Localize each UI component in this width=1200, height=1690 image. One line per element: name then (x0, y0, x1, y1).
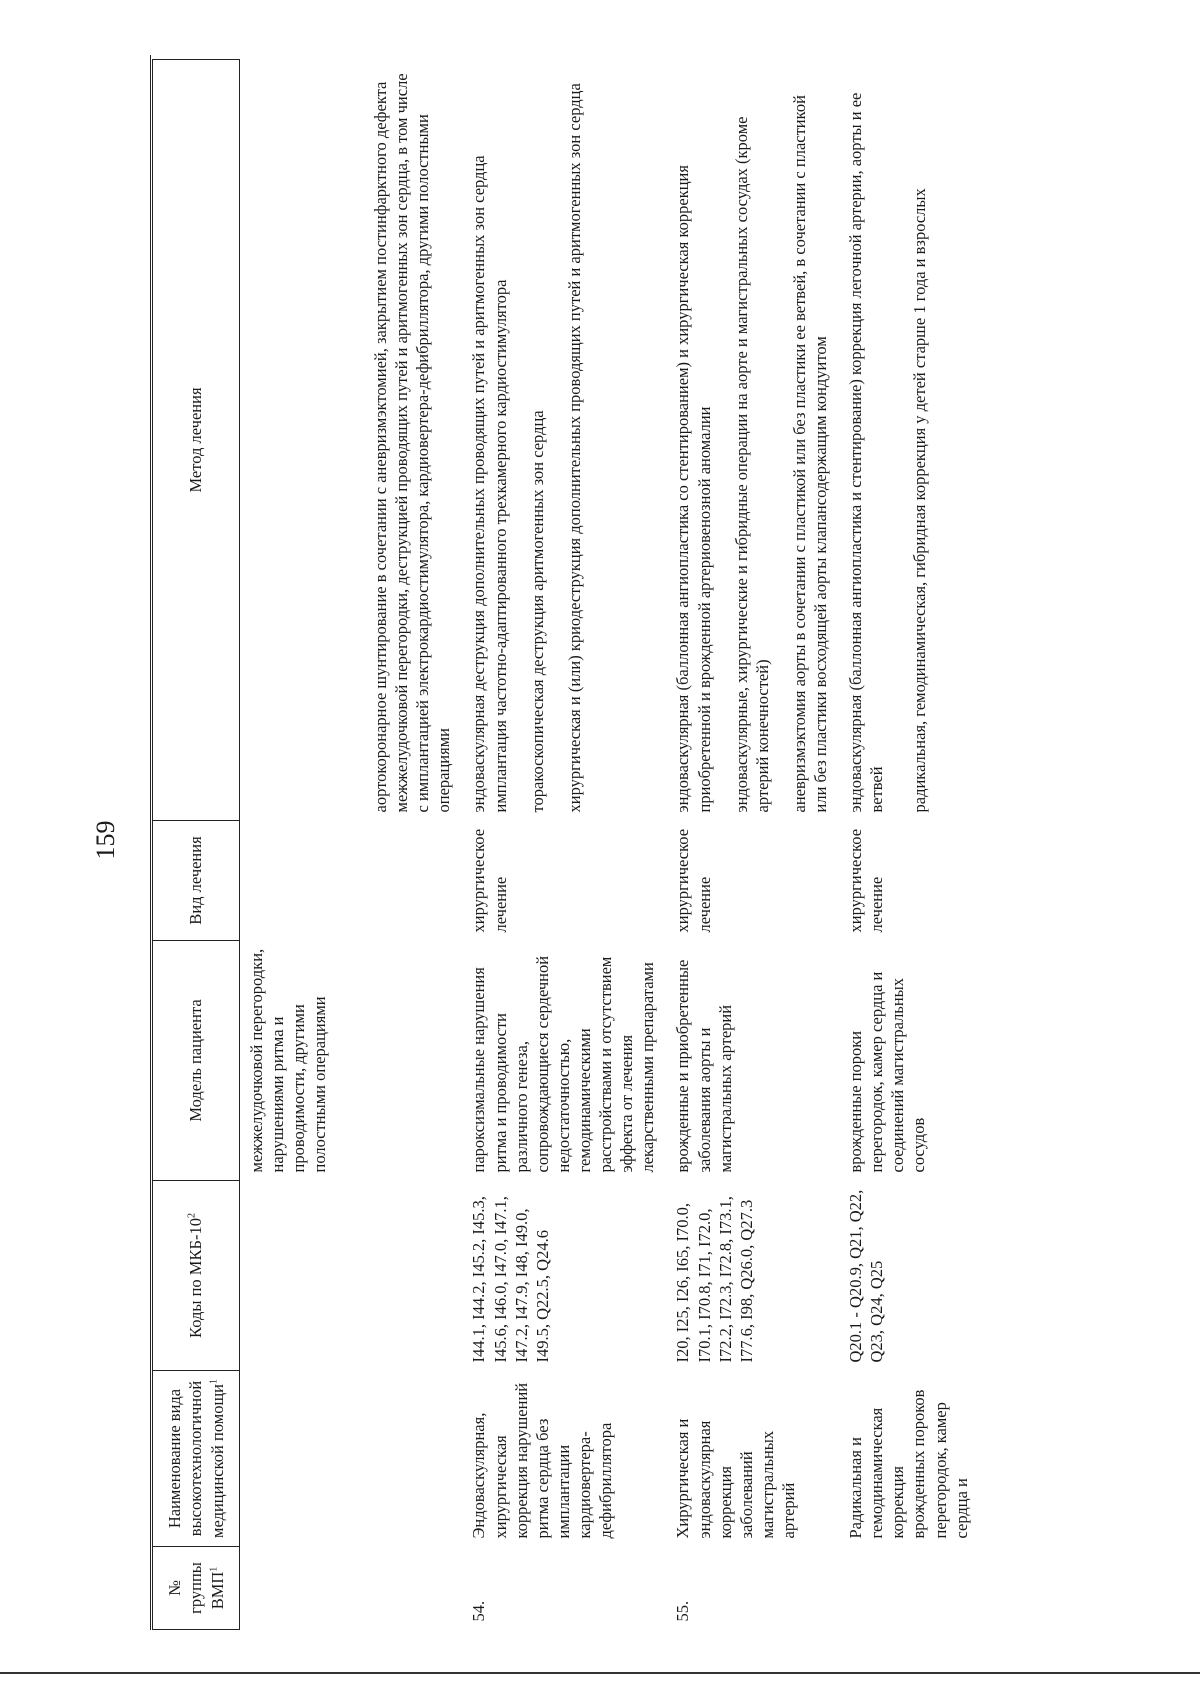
row-type: хирургическое лечение (469, 828, 510, 933)
method-item: эндоваскулярная деструкция дополнительных проводящих путей и аритмогенных зон сердца (469, 155, 489, 813)
row-model: врожденные пороки перегородок, камер сердца и соединений магистральных сосудов (846, 971, 929, 1173)
row-model: врожденные и приобретенные заболевания аорты и магистральных артерий (673, 959, 735, 1173)
page-bottom-rule (0, 1672, 1200, 1674)
row-codes: Q20.1 - Q20.9, Q21, Q22, Q23, Q24, Q25 (846, 1189, 887, 1363)
row-type (240, 821, 463, 941)
method-item: эндоваскулярные, хирургические и гибридные операции на аорте и магистральных сосудах (кроме артерий конечностей) (731, 116, 772, 813)
row-model: пароксизмальные нарушения ритма и проводимости различного генеза, сопровождающиеся сердечной недостаточностью, гемодинамическими расстройствами и отсутствием эффекта от лечения лекарственными препаратами (469, 955, 658, 1173)
method-item: эндоваскулярная (баллонная ангиопластика и стентирование) коррекция легочной артерии, аорты и ее ветвей (846, 92, 887, 813)
row-num: 54. (469, 1600, 489, 1622)
row-num: 55. (673, 1600, 693, 1622)
row-num (240, 1547, 463, 1630)
row-model: межжелудочковой перегородки, нарушениями ритма и проводимости, другими полостными операциями (247, 948, 330, 1173)
method-item: торакоскопическая деструкция аритмогенных зон сердца (527, 410, 547, 813)
row-codes: I44.1, I44.2, I45.2, I45.3, I45.6, I46.0, I47.0, I47.1, I47.2, I47.9, I48, I49.0, I49.5, Q22.5, Q24.6 (469, 1196, 552, 1363)
header-name: Наименование вида высокотехнологичной медицинской помощи$^1$ (153, 1371, 240, 1547)
method-item: эндоваскулярная (баллонная ангиопластика со стентированием) и хирургическая коррекция приобретенной и врожденной артериовенозной аномалии (673, 165, 714, 813)
row-methods (839, 60, 980, 821)
page-number: 159 (91, 820, 120, 860)
row-type: хирургическое лечение (846, 828, 887, 933)
table-row (240, 60, 463, 1630)
row-name: Радикальная и гемодинамическая коррекция врожденных пороков перегородок, камер сердца и (846, 1389, 971, 1539)
header-method: Метод лечения (153, 60, 240, 821)
row-name: Эндоваскулярная, хирургическая коррекция нарушений ритма сердца без имплантации кардиовертера-дефибриллятора (469, 1382, 616, 1539)
row-methods (462, 60, 666, 821)
table-row (462, 60, 666, 1630)
method-item: хирургическая и (или) криодеструкция дополнительных проводящих путей и аритмогенных зон сердца (564, 83, 584, 813)
table-row (666, 60, 839, 1630)
method-item: радикальная, гемодинамическая, гибридная коррекция у детей старше 1 года и взрослых (910, 188, 930, 813)
row-methods (666, 60, 839, 821)
vmp-table (152, 59, 980, 1630)
row-methods (240, 60, 463, 821)
table-row (839, 60, 980, 1630)
table-left-edge-divider (150, 55, 151, 1630)
header-type: Вид лечения (153, 821, 240, 941)
method-item: имплантация частотно-адаптированного трехкамерного кардиостимулятора (490, 279, 510, 813)
row-type: хирургическое лечение (673, 828, 714, 933)
table-header-row (153, 60, 240, 1630)
row-codes (240, 1181, 463, 1371)
header-model: Модель пациента (153, 941, 240, 1181)
method-item: аортокоронарное шунтирование в сочетании с аневризмэктомией, закрытием постинфарктного дефекта межжелудочковой перегородки, деструкцией проводящих путей и аритмогенных зон сердца, в том числе с имплантацией электрокардиостимулятора, кардиовертера-дефибриллятора, другими полостными операциями (371, 73, 454, 813)
header-num: № группы ВМП$^1$ (153, 1547, 240, 1630)
row-codes: I20, I25, I26, I65, I70.0, I70.1, I70.8, I71, I72.0, I72.2, I72.3, I72.8, I73.1, I77.6, I98, Q26.0, Q27.3 (673, 1196, 756, 1363)
row-name: Хирургическая и эндоваскулярная коррекция заболеваний магистральных артерий (673, 1418, 798, 1539)
row-name (240, 1371, 463, 1547)
rotated-page-content (152, 60, 1092, 1630)
method-item: аневризмэктомия аорты в сочетании с пластикой или без пластики ее ветвей, в сочетании с пластикой или без пластики восходящей аорты клапансодержащим кондуитом (789, 95, 830, 813)
row-num (839, 1547, 980, 1630)
header-codes: Коды по МКБ-$10^2$ (153, 1181, 240, 1371)
